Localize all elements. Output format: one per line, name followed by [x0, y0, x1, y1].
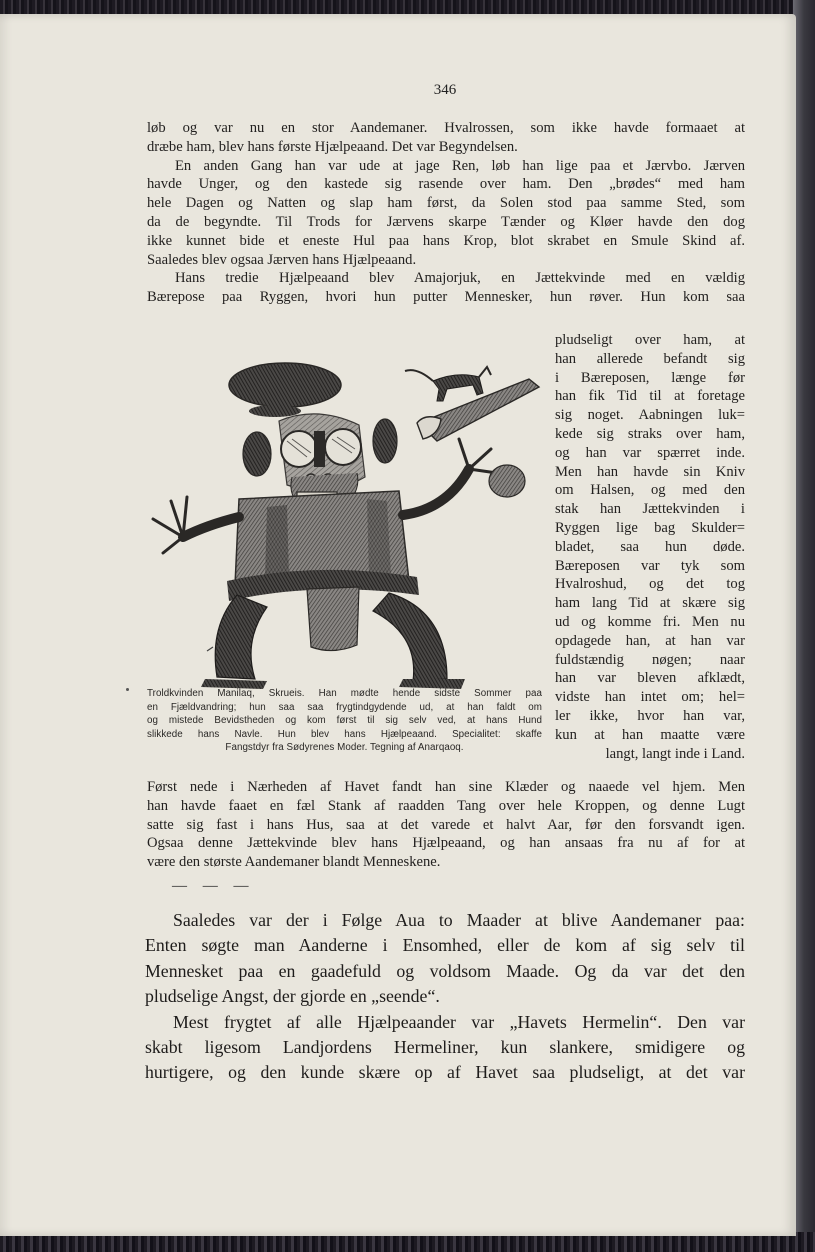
text-line: dræbe ham, blev hans første Hjælpeaand. Det var Begyndelsen.: [147, 138, 518, 155]
text-line: vidste han intet om; hel=: [555, 689, 745, 706]
text-line: han allerede befandt sig: [555, 350, 745, 367]
text-line: Bærepose paa Ryggen, hvori hun putter Mennesker, hun røver. Hun kom saa: [147, 289, 745, 306]
text-line: Bæreposen var tyk som: [555, 557, 745, 574]
figure-caption: [147, 687, 542, 755]
text-line: ler ikke, hvor han var,: [555, 707, 745, 724]
text-line: og han var spærret inde.: [555, 444, 745, 461]
text-line: sig noget. Aabningen luk=: [555, 407, 745, 424]
text-line: langt, langt inde i Land.: [605, 745, 745, 762]
text-line: han fik Tid til at foretage: [555, 388, 745, 405]
text-line: satte sig fast i hans Hus, saa at det varede et halvt Aar, før den forsvandt igen.: [147, 816, 745, 833]
text-line: om Halsen, og med den: [555, 482, 745, 499]
text-line: i Bæreposen, længe før: [555, 369, 745, 386]
caption-line: slikkede hans Navle. Hun blev hans Hjælpeaand. Specialitet: skaffe: [147, 728, 542, 740]
wrapped-text-column: [555, 331, 745, 763]
text-line: havde Unger, og den kastede sig rasende over ham. Den „brødes“ med ham: [147, 176, 745, 193]
bottom-text: [147, 778, 745, 872]
text-line: Hans tredie Hjælpeaand blev Amajorjuk, en Jættekvinde med en vældig: [175, 270, 745, 287]
page-number: 346: [433, 82, 457, 98]
text-line: Men han havde sin Kniv: [555, 463, 745, 480]
section-separator: — — —: [172, 878, 255, 894]
text-line: pludseligt over ham, at: [555, 332, 745, 348]
paragraph-6: [145, 1010, 745, 1086]
text-line: Mennesket paa en gaadefuld og voldsom Maade. Og da var det den: [145, 960, 745, 981]
text-line: da de begyndte. Til Trods for Jærvens skarpe Tænder og Kløer havde den dog: [147, 213, 745, 230]
paragraph-4: [147, 778, 745, 872]
text-line: ud og komme fri. Men nu: [555, 613, 745, 630]
text-line: pludselige Angst, der gjorde en „seende“.: [145, 986, 440, 1007]
text-line: han havde faaet en fæl Stank af raadden Tang over hele Kroppen, og denne Lugt: [147, 797, 745, 814]
text-line: kede sig straks over ham,: [555, 425, 745, 442]
margin-mark: [126, 688, 129, 691]
text-line: bladet, saa hun døde.: [555, 538, 745, 555]
text-line: løb og var nu en stor Aandemaner. Hvalrossen, som ikke havde formaaet at: [147, 120, 745, 136]
text-line: Enten søgte man Aanderne i Ensomhed, eller de kom af sig selv til: [145, 935, 745, 956]
closing-text: [145, 908, 745, 1086]
text-line: opdagede han, at han var: [555, 632, 745, 649]
text-line: Mest frygtet af alle Hjælpeaander var „Havets Hermelin“. Den var: [173, 1011, 745, 1032]
caption-line: en Fjældvandring; hun saa saa frygtindgydende ud, at han faldt om: [147, 701, 542, 713]
text-line: hele Dagen og Natten og slap ham først, da Solen stod paa samme Sted, som: [147, 195, 745, 212]
text-line: ham lang Tid at skære sig: [555, 595, 745, 612]
text-line: hurtigere, og den kunde skære op af Havet saa pludseligt, at det var: [145, 1062, 745, 1083]
text-line: Saaledes blev ogsaa Jærven hans Hjælpeaand.: [147, 251, 417, 268]
text-line: Først nede i Nærheden af Havet fandt han sine Klæder og naaede vel hjem. Men: [147, 779, 745, 795]
text-line: kun at han maatte være: [555, 726, 745, 743]
text-line: fuldstændig nøgen; naar: [555, 651, 745, 668]
text-line: være den største Aandemaner blandt Menneskene.: [147, 854, 441, 871]
top-text: [147, 119, 745, 307]
text-line: Ryggen lige bag Skulder=: [555, 519, 745, 536]
caption-line: og mistede Bevidstheden og kom først til sig selv ved, at hans Hund: [147, 715, 542, 727]
text-line: Saaledes var der i Følge Aua to Maader at blive Aandemaner paa:: [173, 910, 745, 930]
book-edge: [793, 0, 815, 1252]
paragraph-1: [147, 119, 745, 157]
text-line: En anden Gang han var ude at jage Ren, løb han lige paa et Jærvbo. Jærven: [175, 157, 745, 174]
text-line: Hvalroshud, og det tog: [555, 576, 745, 593]
text-line: Ogsaa denne Jættekvinde blev hans Hjælpeaand, og han ansaas fra nu af for at: [147, 835, 745, 852]
troll-woman-drawing: [147, 349, 542, 689]
hat-shape: [229, 363, 341, 417]
paragraph-3: [147, 269, 745, 307]
paragraph-5: [145, 908, 745, 1010]
text-line: stak han Jættekvinden i: [555, 501, 745, 518]
text-line: skabt ligesom Landjordens Hermeliner, kun slankere, smidigere og: [145, 1037, 745, 1058]
paragraph-2: [147, 157, 745, 270]
figure-wrap-area: [147, 331, 745, 781]
caption-line: Fangstdyr fra Sødyrenes Moder. Tegning af Anarqaoq.: [225, 742, 464, 754]
caption-line: Troldkvinden Manilaq, Skrueis. Han mødte hende sidste Sommer paa: [147, 688, 542, 699]
text-line: ikke kunnet bide et eneste Hul paa hans Krop, blot skrabet en Smule Skind af.: [147, 232, 745, 249]
text-line: han var bleven afklædt,: [555, 670, 745, 687]
